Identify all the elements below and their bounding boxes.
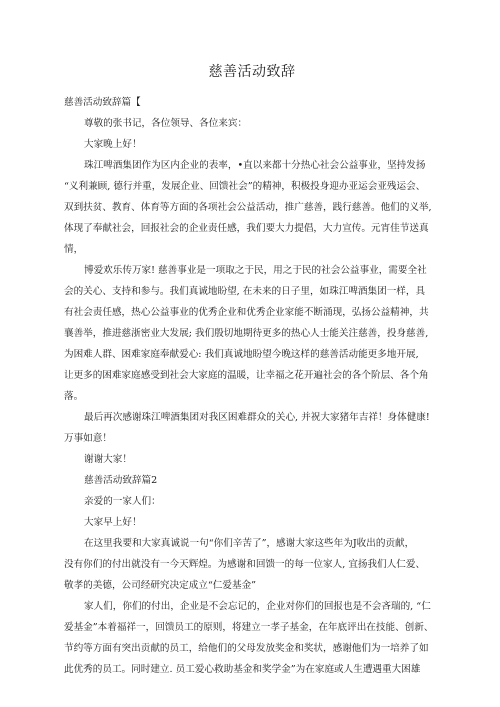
body-text-line: 让更多的困难家庭感受到社会大家庭的温暖，让幸福之花开遍社会的各个阶层、各个角 xyxy=(64,370,429,381)
document-title: 慈善活动致辞 xyxy=(208,64,296,80)
body-text-line: 尊敬的张书记，各位领导、各位来宾： xyxy=(84,118,248,129)
body-text-line: 体现了奉献社会，回报社会的企业责任感，我们要大力提倡，大力宣传。元宵佳节送真 xyxy=(64,223,429,234)
body-text-line: 为困难人群、困难家庭奉献爱心: 我们真诚地盼望今晚这样的慈善活动能更多地开展, xyxy=(64,349,419,360)
body-text-line: 珠江啤酒集团作为区内企业的表率，•直以来都十分热心社会公益事业，坚持发扬 xyxy=(84,160,426,171)
body-text-line: 此优秀的员工。同时建立. 员工爱心救助基金和奖学金”为在家庭或人生遭遇重大困雄 xyxy=(64,664,421,675)
body-text-line: 有社会责任感，热心公益事业的优秀企业和优秀企业家能不断涌现，弘扬公益精神，共 xyxy=(64,307,429,318)
body-text-line: 落。 xyxy=(64,391,84,402)
body-text-line: 博爱欢乐传万家! 慈善事业是一项取之于民，用之于民的社会公益事业，需要全社 xyxy=(84,265,427,276)
body-text-line: “义利兼顾, 德行并重，发展企业、回馈社会”的精神，积极投身迎办亚运会亚残运会、 xyxy=(64,181,426,192)
body-text-line: 大家早上好！ xyxy=(84,517,142,528)
body-text-line: 家人们，你们的付出，企业是不会忘记的，企业对你们的回报也是不会吝瑞的, “仁 xyxy=(84,601,431,612)
body-text-line: 襄善举，推进慈浙密业大发展; 我们殷切地期待更多的热心人士能关注慈善，投身慈善, xyxy=(64,328,429,339)
document-body xyxy=(64,92,440,680)
body-text-line: 谢谢大家！ xyxy=(84,454,132,465)
body-text-line: 最后再次感谢珠江啤酒集团对我区困难群众的关心, 并祝大家猪年吉祥！身体健康! xyxy=(84,412,430,423)
body-text-line: 大家晚上好！ xyxy=(84,139,142,150)
body-text-line: 爱基金”本着福祥一，回馈员工的原则，将建立一孝子基金，在年底评出在技能、创新、 xyxy=(64,622,434,633)
body-text-line: 没有你们的付出就没有一今天辉煌。为感谢和回馈一的每一位家人, 宜扬我们人仁爱、 xyxy=(64,559,426,570)
body-text-line: 情， xyxy=(64,244,84,255)
body-text-line: 慈善活动致辞篇【 xyxy=(64,97,141,108)
body-text-line: 在这里我要和大家真诚说一句“你们辛苦了”，感谢大家这些年为J收出的贡献， xyxy=(84,538,415,549)
body-text-line: 节约等方面有突出贡献的员工，给他们的父母发放奖金和奖状，感谢他们为一培养了如 xyxy=(64,643,429,654)
body-text-line: 敬孝的美德，公司经研究决定成立“仁爱基金” xyxy=(64,580,257,591)
body-text-line: 万事如意！ xyxy=(64,433,112,444)
body-text-line: 慈善活动致辞篇2 xyxy=(84,475,158,486)
body-text-line: 亲爱的一家人们： xyxy=(84,496,161,507)
body-text-line: 会的关心、支持和参与。我们真诚地盼望, 在未来的日子里，如珠江啤酒集团一样，具 xyxy=(64,286,426,297)
body-text-line: 双到扶贫、教育、体育等方面的各项社会公益活动，推广慈善，践行慈善。他们的义举, xyxy=(64,202,432,213)
